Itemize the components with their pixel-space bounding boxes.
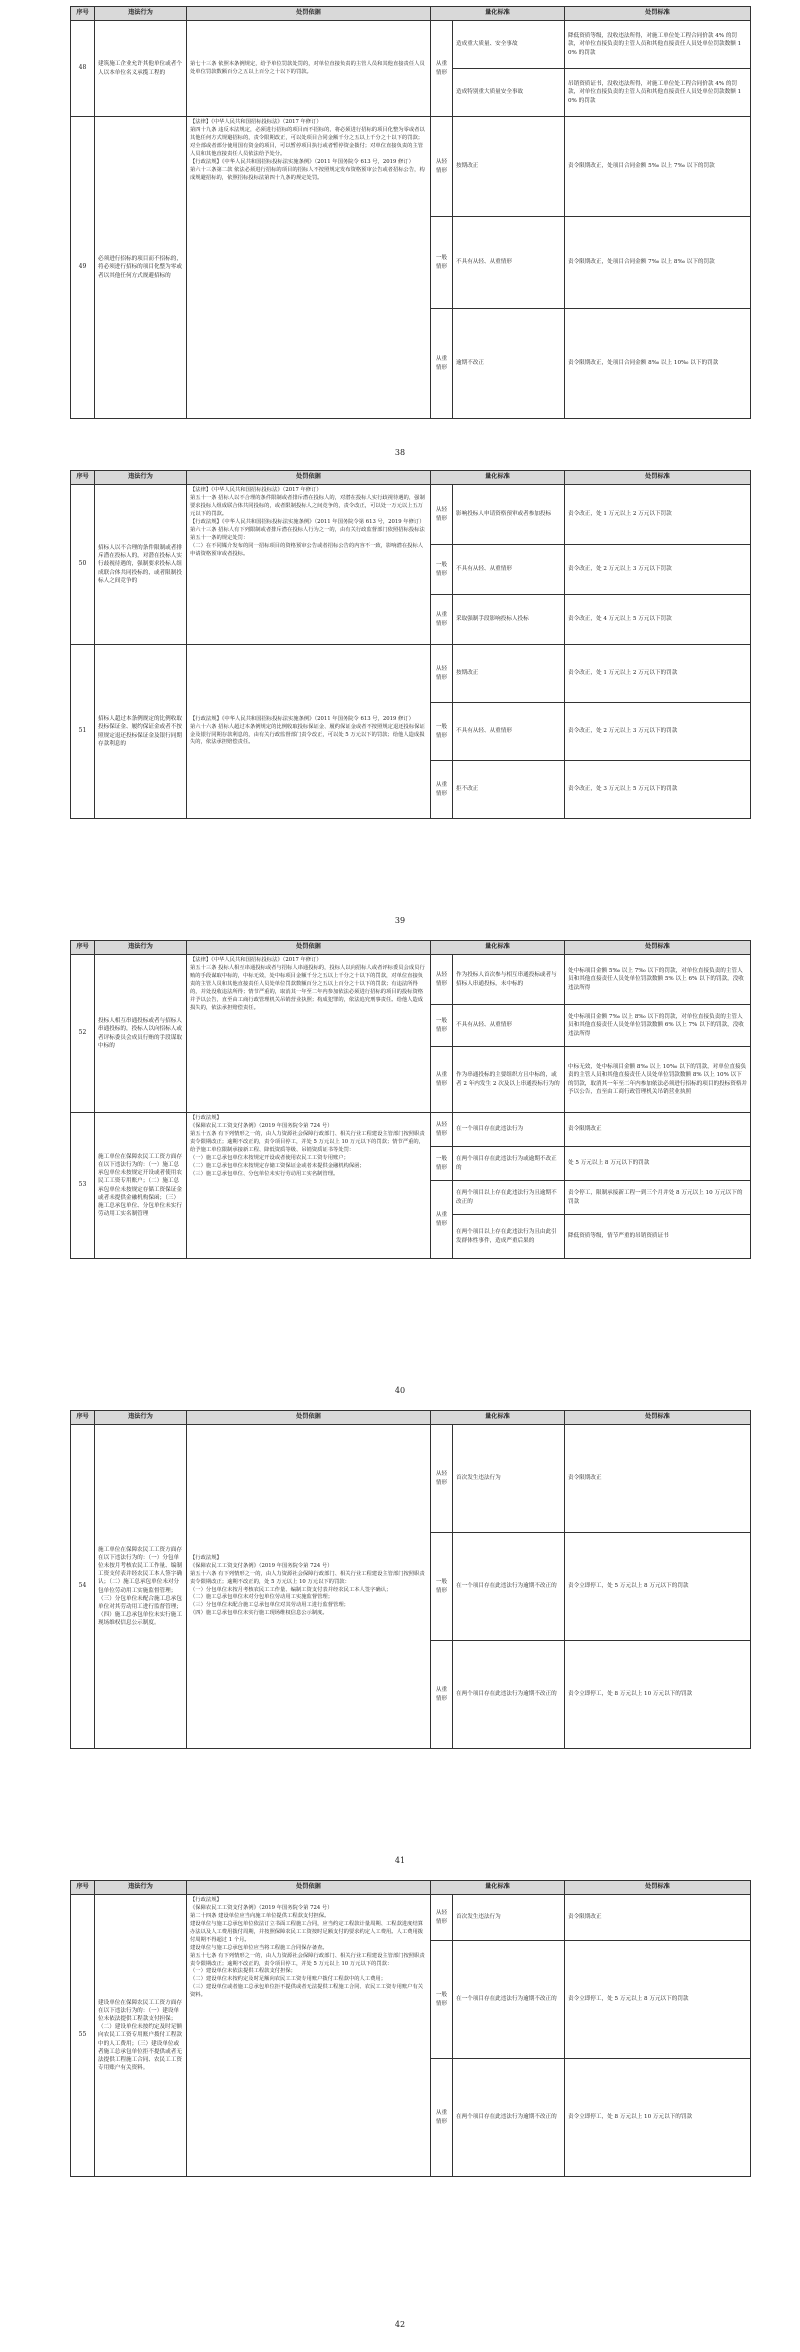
basis-line: （一）建设单位未依法提供工程款支付担保；: [190, 1968, 296, 1975]
header-no: 序号: [71, 1411, 95, 1425]
table-row: [71, 21, 751, 69]
basis-line: 第六十三条第二款 依法必须进行招标的项目的招标人不按照规定发布资格预审公告或者招标公告，构成规避招标的，依照招标投标法第四十九条的规定处罚。: [190, 166, 425, 181]
standard-text: 在两个项目存在此违法行为逾期不改正的: [453, 2059, 565, 2177]
penalty-text: 降低资质等级，没收违法所得，对施工单位处工程合同价款 4% 的罚款，对单位直接负责的主管人员和其他直接责任人员处单位罚款数额 10% 的罚款: [565, 21, 751, 69]
standard-text: 作为串通投标的主要组织方且中标的，或者 2 年内发生 2 次及以上串通投标行为的: [453, 1047, 565, 1113]
penalty-table: [70, 1880, 751, 2177]
basis-line: 【行政法规】《中华人民共和国招标投标法实施条例》（2011 年国务院令 613 号，2019 修订）: [190, 715, 414, 722]
header-pen: 处罚标准: [565, 941, 751, 955]
basis-cell: [187, 1113, 431, 1259]
basis-cell: [187, 645, 431, 819]
page-number: 39: [394, 916, 406, 925]
header-basis: 处罚依据: [187, 7, 431, 21]
basis-line: 第五十六条 有下列情形之一的，由人力资源社会保障行政部门、相关行业工程建设主管部门按照职责责令限期改正；逾期不改正的，处 5 万元以上 10 万元以下的罚款：: [190, 1570, 425, 1585]
row-number: 51: [71, 645, 95, 819]
penalty-table: [70, 940, 751, 1259]
table-row: [71, 645, 751, 703]
basis-line: 【行政法规】《中华人民共和国招标投标法实施条例》（2011 年国务院令 613 号，2019 修订）: [190, 158, 414, 165]
violation-text: 投标人相互串通投标或者与招标人串通投标的，投标人以向招标人或者评标委员会成员行贿的手段谋取中标的: [95, 955, 187, 1113]
basis-cell: [187, 1895, 431, 2177]
basis-cell: [187, 485, 431, 645]
basis-line: 《保障农民工工资支付条例》（2019 年国务院令第 724 号）: [190, 1562, 333, 1569]
penalty-text: 责令改正，处 2 万元以上 3 万元以下的罚款: [565, 703, 751, 761]
penalty-text: 处中标项目金额 7‰ 以上 8‰ 以下的罚款，对单位直接负责的主管人员和其他直接责任人员处单位罚款数额 6% 以上 7% 以下的罚款，没收违法所得: [565, 1005, 751, 1047]
header-no: 序号: [71, 471, 95, 485]
standard-text: 造成特别重大质量安全事故: [453, 69, 565, 117]
penalty-text: 责令立即停工，处 8 万元以上 10 万元以下的罚款: [565, 1641, 751, 1749]
standard-text: 首次发生违法行为: [453, 1425, 565, 1533]
level-light: 从轻情形: [431, 1425, 453, 1533]
basis-line: 第五十五条 有下列情形之一的，由人力资源社会保障行政部门、相关行业工程建设主管部门按照职责责令限期改正；逾期不改正的，责令项目停工，并处 5 万元以上 10 万元以下的罚款；情节严重的，给予施工单位限制承接新工程、降低资质等级、吊销资质证书等处罚：: [190, 1130, 425, 1153]
standard-text: 不具有从轻、从重情形: [453, 703, 565, 761]
penalty-text: 责令立即停工，处 5 万元以上 8 万元以下的罚款: [565, 1941, 751, 2059]
page-41: [0, 1410, 800, 1880]
penalty-text: 责令限期改正: [565, 1895, 751, 1941]
penalty-text: 责令限期改正，处项目合同金额 5‰ 以上 7‰ 以下的罚款: [565, 117, 751, 217]
basis-line: 第五十一条 招标人以不合理的条件限制或者排斥潜在投标人的，对潜在投标人实行歧视待遇的，强制要求投标人组成联合体共同投标的，或者限制投标人之间竞争的，责令改正，可以处一万元以上五万元以下的罚款。: [190, 494, 425, 517]
basis-line: （二）施工总承包单位未对分包单位劳动用工实施监督管理；: [190, 1594, 334, 1601]
basis-cell: [187, 955, 431, 1113]
header-pen: 处罚标准: [565, 1411, 751, 1425]
standard-text: 在两个项目以上存在此违法行为且由此引发群体性事件，造成严重后果的: [453, 1215, 565, 1259]
table-header-row: [71, 1411, 751, 1425]
penalty-text: 责令改正，处 4 万元以上 5 万元以下罚款: [565, 595, 751, 645]
basis-line: （二）施工总承包单位未按规定存储工资保证金或者未提供金融机构保函；: [190, 1162, 365, 1169]
basis-line: 《保障农民工工资支付条例》（2019 年国务院令第 724 号）: [190, 1122, 333, 1129]
penalty-text: 处中标项目金额 5‰ 以上 7‰ 以下的罚款，对单位直接负责的主管人员和其他直接责任人员处单位罚款数额 5% 以上 6% 以下的罚款，没收违法所得: [565, 955, 751, 1005]
header-basis: 处罚依据: [187, 941, 431, 955]
table-row: [71, 485, 751, 545]
standard-text: 按期改正: [453, 117, 565, 217]
standard-text: 按期改正: [453, 645, 565, 703]
basis-line: （一）分包单位未按月考核农民工工作量、编制工资支付表并经农民工本人签字确认；: [190, 1586, 392, 1593]
page-42: [0, 1880, 800, 2352]
violation-text: 施工单位在保障农民工工资方面存在以下违法行为的：（一）施工总承包单位未按规定开设或者使用农民工工资专用账户；（二）施工总承包单位未按规定存储工资保证金或者未提供金融机构保函；（三）施工总承包单位、分包单位未实行劳动用工实名制管理: [95, 1113, 187, 1259]
penalty-text: 吊销资质证书，没收违法所得，对施工单位处工程合同价款 4% 的罚款，对单位直接负责的主管人员和其他直接责任人员处单位罚款数额 10% 的罚款: [565, 69, 751, 117]
basis-line: 《保障农民工工资支付条例》（2019 年国务院令第 724 号）: [190, 1904, 333, 1911]
basis-line: 第六十三条 招标人有下列限制或者排斥潜在投标人行为之一的，由有关行政监督部门依照招标投标法第五十一条的规定处罚：: [190, 526, 425, 541]
basis-text: 第七十三条 依照本条例规定，给予单位罚款处罚的，对单位直接负责的主管人员和其他直接责任人员处单位罚款数额百分之五以上百分之十以下的罚款。: [187, 21, 431, 117]
level-heavy: 从重情形: [431, 761, 453, 819]
level-normal: 一般情形: [431, 217, 453, 309]
header-basis: 处罚依据: [187, 471, 431, 485]
standard-text: 不具有从轻、从重情形: [453, 217, 565, 309]
penalty-text: 责令限期改正，处项目合同金额 8‰ 以上 10‰ 以下的罚款: [565, 309, 751, 419]
penalty-text: 责令改正，处 3 万元以上 5 万元以下的罚款: [565, 761, 751, 819]
standard-text: 在两个项目存在此违法行为逾期不改正的: [453, 1641, 565, 1749]
violation-text: 建筑施工企业允许其他单位或者个人以本单位名义承揽工程的: [95, 21, 187, 117]
level-heavy: 从重情形: [431, 2059, 453, 2177]
basis-line: （四）施工总承包单位未实行施工现场维权信息公示制度。: [190, 1610, 328, 1617]
table-row: [71, 1425, 751, 1533]
basis-line: 建设单位与施工总承包单位依法订立书面工程施工合同，应当约定工程款计量周期、工程款进度结算办法以及人工费用拨付周期，并按照保障农民工工资按时足额支付的要求约定人工费用。人工费用拨付周期不得超过 1 个月。: [190, 1920, 424, 1943]
page-number: 42: [394, 2320, 406, 2329]
level-normal: 一般情形: [431, 1533, 453, 1641]
penalty-text: 责令限期改正: [565, 1425, 751, 1533]
standard-text: 在两个项目以上存在此违法行为且逾期不改正的: [453, 1181, 565, 1215]
page-number: 40: [394, 1386, 406, 1395]
header-basis: 处罚依据: [187, 1881, 431, 1895]
header-act: 违法行为: [95, 1411, 187, 1425]
header-act: 违法行为: [95, 471, 187, 485]
penalty-text: 责令立即停工，处 5 万元以上 8 万元以下的罚款: [565, 1533, 751, 1641]
level-heavy: 从重情形: [431, 595, 453, 645]
level-heavy: 从重情形: [431, 1181, 453, 1259]
standard-text: 在一个项目存在此违法行为逾期不改正的: [453, 1533, 565, 1641]
standard-text: 在一个项目存在此违法行为逾期不改正的: [453, 1941, 565, 2059]
row-number: 55: [71, 1895, 95, 2177]
basis-line: （二）建设单位未按约定及时足额向农民工工资专用账户拨付工程款中的人工费用；: [190, 1976, 386, 1983]
basis-line: 【行政法规】《中华人民共和国招标投标法实施条例》（2011 年国务院令第 613 号，2019 年修订）: [190, 518, 425, 525]
penalty-text: 中标无效，处中标项目金额 8‰ 以上 10‰ 以下的罚款，对单位直接负责的主管人员和其他直接责任人员处单位罚款数额 8% 以上 10% 以下的罚款，取消其一年至二年内参加依法必须进行招标的项目的投标资格并予以公告，直至由工商行政管理机关吊销营业执照: [565, 1047, 751, 1113]
table-header-row: [71, 1881, 751, 1895]
level-normal: 一般情形: [431, 1941, 453, 2059]
header-act: 违法行为: [95, 1881, 187, 1895]
standard-text: 不具有从轻、从重情形: [453, 1005, 565, 1047]
basis-line: 【行政法规】: [190, 1554, 222, 1561]
penalty-text: 降低资质等级，情节严重的吊销资质证书: [565, 1215, 751, 1259]
header-no: 序号: [71, 1881, 95, 1895]
penalty-text: 责令改正，处 1 万元以上 2 万元以下罚款: [565, 485, 751, 545]
row-number: 53: [71, 1113, 95, 1259]
row-number: 50: [71, 485, 95, 645]
header-std: 量化标准: [431, 1881, 565, 1895]
violation-text: 施工单位在保障农民工工资方面存在以下违法行为的：（一）分包单位未按月考核农民工工作量、编制工资支付表并经农民工本人签字确认；（二）施工总承包单位未对分包单位劳动用工实施监督管理；（三）分包单位未配合施工总承包单位对其劳动用工进行监督管理；（四）施工总承包单位未实行施工现场维权信息公示制度。: [95, 1425, 187, 1749]
level-normal: 一般情形: [431, 545, 453, 595]
level-normal: 一般情形: [431, 1005, 453, 1047]
standard-text: 在一个项目存在此违法行为: [453, 1113, 565, 1147]
level-heavy: 从重情形: [431, 1641, 453, 1749]
level-light: 从轻情形: [431, 1113, 453, 1147]
violation-text: 建设单位在保障农民工工资方面存在以下违法行为的：（一）建设单位未依法提供工程款支付担保；（二）建设单位未按约定及时足额向农民工工资专用账户拨付工程款中的人工费用；（三）建设单位或者施工总承包单位拒不提供或者无法提供工程施工合同、农民工工资专用账户有关资料。: [95, 1895, 187, 2177]
violation-text: 招标人以不合理的条件限制或者排斥潜在投标人的，对潜在投标人实行歧视待遇的，强制要求投标人组成联合体共同投标的，或者限制投标人之间竞争的: [95, 485, 187, 645]
header-no: 序号: [71, 941, 95, 955]
header-act: 违法行为: [95, 941, 187, 955]
basis-line: 第四十九条 违反本法规定，必须进行招标的项目而不招标的，将必须进行招标的项目化整为零或者以其他任何方式规避招标的，责令限期改正，可以处项目合同金额千分之五以上千分之十以下的罚款；对全部或者部分使用国有资金的项目，可以暂停项目执行或者暂停资金拨付；对单位直接负责的主管人员和其他直接责任人员依法给予处分。: [190, 126, 425, 157]
level-heavy: 从重情形: [431, 21, 453, 117]
basis-line: （三）分包单位未配合施工总承包单位对其劳动用工进行监督管理；: [190, 1602, 349, 1609]
standard-text: 影响投标人申请资格预审或者参加投标: [453, 485, 565, 545]
level-light: 从轻情形: [431, 1895, 453, 1941]
table-header-row: [71, 471, 751, 485]
standard-text: 在两个项目存在此违法行为或逾期不改正的: [453, 1147, 565, 1181]
row-number: 49: [71, 117, 95, 419]
basis-line: （二）在不同媒介发布的同一招标项目的资格预审公告或者招标公告的内容不一致，影响潜在投标人申请资格预审或者投标。: [190, 542, 424, 557]
standard-text: 作为投标人首次参与相互串通投标或者与招标人串通投标，未中标的: [453, 955, 565, 1005]
table-row: [71, 955, 751, 1005]
table-row: [71, 117, 751, 217]
table-row: [71, 1895, 751, 1941]
level-heavy: 从重情形: [431, 1047, 453, 1113]
header-basis: 处罚依据: [187, 1411, 431, 1425]
page-39: [0, 470, 800, 940]
header-no: 序号: [71, 7, 95, 21]
basis-line: 第二十四条 建设单位应当向施工单位提供工程款支付担保。: [190, 1912, 330, 1919]
row-number: 48: [71, 21, 95, 117]
header-std: 量化标准: [431, 471, 565, 485]
level-light: 从轻情形: [431, 117, 453, 217]
basis-line: 第五十七条 有下列情形之一的，由人力资源社会保障行政部门、相关行业工程建设主管部门按照职责责令限期改正；逾期不改正的，责令项目停工，并处 5 万元以上 10 万元以下的罚款：: [190, 1952, 425, 1967]
standard-text: 逾期不改正: [453, 309, 565, 419]
basis-cell: [187, 117, 431, 419]
table-row: [71, 1113, 751, 1147]
standard-text: 采取强制手段影响投标人投标: [453, 595, 565, 645]
level-normal: 一般情形: [431, 1147, 453, 1181]
header-std: 量化标准: [431, 941, 565, 955]
basis-line: 【行政法规】: [190, 1115, 222, 1121]
basis-line: 建设单位与施工总承包单位应当将工程施工合同保存备查。: [190, 1944, 328, 1951]
level-heavy: 从重情形: [431, 309, 453, 419]
page-38: [0, 0, 800, 470]
standard-text: 造成重大质量、安全事故: [453, 21, 565, 69]
basis-line: （三）施工总承包单位、分包单位未实行劳动用工实名制管理。: [190, 1170, 339, 1177]
page-number: 38: [394, 448, 406, 457]
penalty-table: [70, 1410, 751, 1749]
violation-text: 招标人超过本条例规定的比例收取投标保证金、履约保证金或者不按照规定退还投标保证金及银行同期存款利息的: [95, 645, 187, 819]
basis-line: 第六十六条 招标人超过本条例规定的比例收取投标保证金、履约保证金或者不按照规定退还投标保证金及银行同期存款利息的，由有关行政监督部门责令改正，可以处 5 万元以下的罚款；给他人造成损失的，依法承担赔偿责任。: [190, 723, 425, 746]
level-light: 从轻情形: [431, 645, 453, 703]
penalty-text: 责令改正，处 2 万元以上 3 万元以下罚款: [565, 545, 751, 595]
standard-text: 拒不改正: [453, 761, 565, 819]
penalty-text: 责令限期改正，处项目合同金额 7‰ 以上 8‰ 以下的罚款: [565, 217, 751, 309]
basis-line: 【法律】《中华人民共和国招标投标法》（2017 年修订）: [190, 957, 322, 963]
penalty-table: [70, 6, 751, 419]
penalty-text: 责令限期改正: [565, 1113, 751, 1147]
level-light: 从轻情形: [431, 955, 453, 1005]
row-number: 54: [71, 1425, 95, 1749]
penalty-text: 责令停工，限制承接新工程一到三个月并处 8 万元以上 10 万元以下的罚款: [565, 1181, 751, 1215]
header-act: 违法行为: [95, 7, 187, 21]
violation-text: 必须进行招标的项目而不招标的，将必须进行招标的项目化整为零或者以其他任何方式规避招标的: [95, 117, 187, 419]
penalty-text: 处 5 万元以上 8 万元以下的罚款: [565, 1147, 751, 1181]
table-header-row: [71, 941, 751, 955]
level-light: 从轻情形: [431, 485, 453, 545]
penalty-table: [70, 470, 751, 819]
basis-line: 【法律】《中华人民共和国招标投标法》（2017 年修订）: [190, 119, 322, 125]
basis-line: （三）建设单位或者施工总承包单位拒不提供或者无法提供工程施工合同、农民工工资专用账户有关资料。: [190, 1984, 424, 1999]
basis-line: （一）施工总承包单位未按规定开设或者使用农民工工资专用账户；: [190, 1154, 349, 1161]
standard-text: 首次发生违法行为: [453, 1895, 565, 1941]
basis-line: 第五十三条 投标人相互串通投标或者与招标人串通投标的，投标人以向招标人或者评标委员会成员行贿的手段谋取中标的，中标无效，处中标项目金额千分之五以上千分之十以下的罚款，对单位直接负责的主管人员和其他直接责任人员处单位罚款数额百分之五以上百分之十以下的罚款；有违法所得的，并处没收违法所得；情节严重的，取消其一年至二年内参加依法必须进行招标的项目的投标资格并予以公告，直至由工商行政管理机关吊销营业执照；构成犯罪的，依法追究刑事责任。给他人造成损失的，依法承担赔偿责任。: [190, 964, 425, 1011]
level-normal: 一般情形: [431, 703, 453, 761]
table-header-row: [71, 7, 751, 21]
penalty-text: 责令改正，处 1 万元以上 2 万元以下的罚款: [565, 645, 751, 703]
basis-line: 【法律】《中华人民共和国招标投标法》（2017 年修订）: [190, 487, 322, 493]
row-number: 52: [71, 955, 95, 1113]
standard-text: 不具有从轻、从重情形: [453, 545, 565, 595]
page-number: 41: [394, 1856, 406, 1865]
penalty-text: 责令立即停工，处 8 万元以上 10 万元以下的罚款: [565, 2059, 751, 2177]
header-std: 量化标准: [431, 1411, 565, 1425]
header-pen: 处罚标准: [565, 471, 751, 485]
basis-line: 【行政法规】: [190, 1897, 222, 1903]
page-40: [0, 940, 800, 1410]
basis-cell: [187, 1425, 431, 1749]
header-std: 量化标准: [431, 7, 565, 21]
header-pen: 处罚标准: [565, 7, 751, 21]
header-pen: 处罚标准: [565, 1881, 751, 1895]
